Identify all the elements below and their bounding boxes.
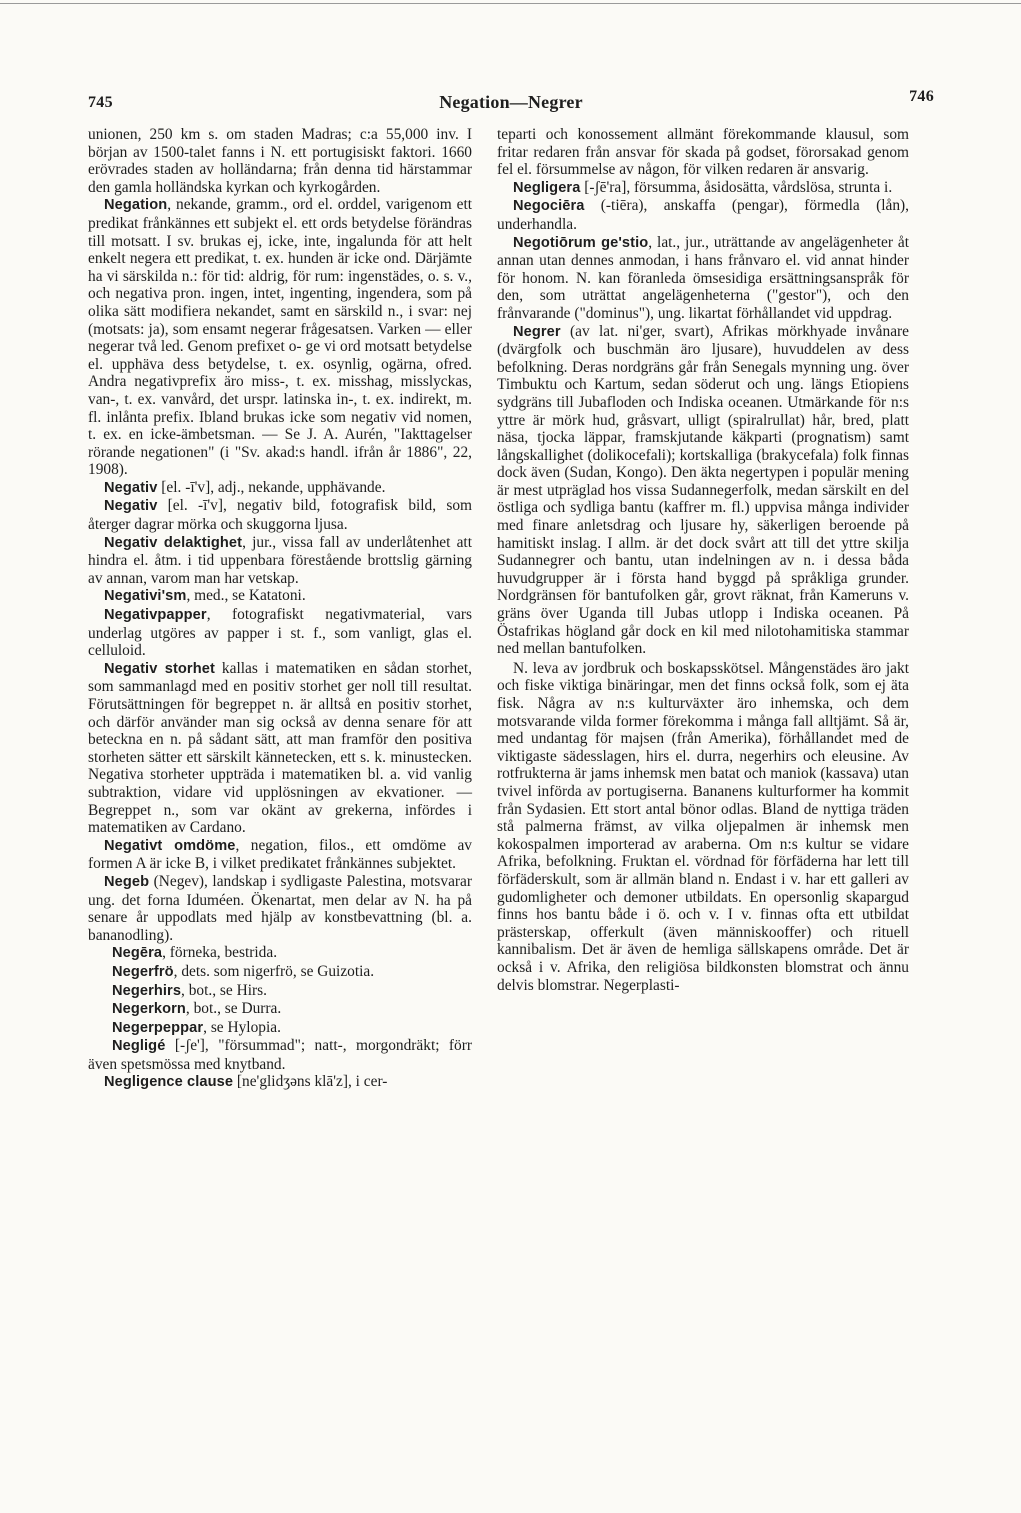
entry-headword: Negativpapper — [104, 607, 207, 624]
entry-text: , jur., vissa fall av underlåtenhet att hindra el. åtm. i tid uppenbara förestående brottslig gärning av annan, varom man har vetskap. — [88, 533, 472, 587]
entry — [88, 587, 472, 606]
entry-headword: Negēra — [112, 945, 163, 962]
entry — [88, 1037, 472, 1073]
entry-headword: Negotiōrum ge'stio — [513, 234, 649, 251]
entry-headword: Negativ delaktighet — [104, 534, 243, 551]
entry-text: , negation, filos., ett omdöme av formen A är icke B, i vilket predikatet frånkännes subjektet. — [88, 836, 472, 873]
running-title: Negation—Negrer — [439, 92, 583, 112]
entry-text: kallas i matematiken en sådan storhet, som sammanlagd med en positiv storhet ger noll till resultat. Förutsättningen för begreppet n. är alltså en positiv storhet, och därför använder man sig också av denna senare för att beteckna en n. på sådant sätt, att man framför den positiva storheten sätter ett särskilt kännetecken, ett s. k. minustecken. Negativa storheter uppträda i matematiken bl. a. vid vanlig subtraktion, vidare vid upplösningen av ekvationer. — Begreppet n., som var okänt av grekerna, infördes i matematiken av Cardano. — [88, 659, 472, 837]
entry — [88, 1019, 472, 1038]
entry-text: [el. -ī'v], negativ bild, fotografisk bild, som återger dagrar mörka och skuggorna ljusa. — [88, 497, 472, 534]
entry-text: , lat., jur., uträttande av angelägenheter åt annan utan dennes anmodan, i hans frånvaro el. vid annat hinder för honom. N. kan föranleda ömsesidiga ersättningsanspråk för den, som uträttat angelägenheterna ("gestor"), och den frånvarande ("dominus"), ung. likartat förhållandet vid uppdrag. — [497, 233, 909, 322]
entry — [88, 963, 472, 982]
entry — [497, 179, 909, 198]
entry — [88, 873, 472, 944]
entry-headword: Negligera — [513, 179, 581, 196]
entry-continuation — [497, 126, 909, 179]
entry-headword: Negerhirs — [112, 982, 182, 999]
entry — [88, 534, 472, 588]
page-number-right: 746 — [909, 88, 934, 105]
entry-text: teparti och konossement allmänt förekommande klausul, som fritar redaren från ansvar för skada på godset, förorsakad genom fel el. försummelse av någon, för vilken redaren är ansvarig. — [497, 126, 909, 179]
entry-text: , se Hylopia. — [203, 1018, 281, 1036]
entry-headword: Negrer — [513, 323, 561, 340]
entry — [497, 234, 909, 323]
entry-headword: Negativ storhet — [104, 660, 215, 677]
entry-headword: Negerkorn — [112, 1001, 186, 1018]
entry — [497, 323, 909, 658]
entry — [88, 606, 472, 660]
entry — [88, 1073, 472, 1092]
entry — [88, 982, 472, 1001]
entry-headword: Negativ — [104, 479, 158, 496]
entry-text: , bot., se Hirs. — [181, 981, 267, 999]
entry — [88, 196, 472, 479]
entry-text: (-tiēra), anskaffa (pengar), förmedla (lån), underhandla. — [497, 197, 909, 233]
entry-text: N. leva av jordbruk och boskapsskötsel. Mångenstädes äro jakt och fiske viktiga binäringar, men det finns också folk, som ej äta fisk. Några av n:s kulturväxter äro inhemska, och dem motsvarande vilda former förekomma i många fall alltjämt. Så är, med undantag för majsen (från Amerika), förhållandet med de viktigaste sädesslagen, hirs el. durra, negerhirs och eleusine. Av rotfrukterna är jams inhemsk men batat och maniok (kassava) utan tvivel införda av portugiserna. Bananens kulturformer ha kommit från Sydasien. Ett stort antal bönor odlas. Bland de nyttiga träden stå palmerna främst, av vilka oljepalmen är inhemsk men kokospalmen importerad av araberna. Om n:s kultur se vidare Afrika, befolkning. Fruktan el. vördnad för förfäderna har lett till förfäderskult, som är allmän bland n. Endast i v. har ett galleri av gudomligheter och demoner utbildats. En opersonlig skapargud finns hos bantu både i ö. och v. I v. finnas ofta ett utbildat prästerskap, offerkult (även människooffer) och rituell kannibalism. Det är även de hemliga sällskapens område. Det är också i v. Afrika, den religiösa bildkonsten blomstrat och ännu delvis blomstrar. Negerplasti- — [497, 659, 909, 994]
entry-headword: Negerpeppar — [112, 1019, 204, 1036]
entry — [88, 944, 472, 963]
entry-headword: Negligence clause — [104, 1074, 234, 1091]
scan-edge-line — [0, 3, 1021, 4]
entry-headword: Negerfrö — [112, 963, 174, 980]
entry-headword: Negativ — [104, 498, 158, 515]
right-column — [497, 126, 909, 994]
entry — [88, 479, 472, 498]
entry-headword: Negligé — [112, 1038, 166, 1055]
entry — [88, 1000, 472, 1019]
entry-text: , nekande, gramm., ord el. orddel, varigenom ett predikat frånkännes ett subjekt el. ett ords betydelse förändras till motsatt. I sv. brukas ej, icke, inte, ingalunda för att helt enkelt negera ett predikat, t. ex. hunden är icke ond. Därjämte ha vi särskilda n.: för tid: aldrig, för rum: ingenstädes, o. s. v., och negativa pron. ingen, intet, ingenting, ingendera, som på olika sätt modifiera nekandet, samt en särskild n., i svar: nej (motsats: ja), som ensamt negerar frågesatsen. Varken — eller negerar två led. Genom prefixet o- ge vi ord motsatt betydelse el. upphäva dess betydelse, t. ex. osynlig, ogärna, ofred. Andra negativprefix äro miss-, t. ex. misshag, misslyckas, van-, t. ex. vanvård, det urspr. latinska in-, t. ex. indirekt, m. fl. inlånta prefix. Ibland brukas icke som negativ vid nomen, t. ex. en icke-ämbetsman. — Se J. A. Aurén, "Iakttagelser rörande negationen" (i "Sv. akad:s handl. ifrån år 1886", 22, 1908). — [88, 196, 472, 479]
entry — [88, 837, 472, 873]
entry — [88, 497, 472, 533]
entry — [497, 197, 909, 233]
entry-text: , bot., se Durra. — [185, 1000, 282, 1018]
entry-headword: Negativt omdöme — [104, 837, 236, 854]
entry-text: [-ʃē'ra], försumma, åsidosätta, vårdslösa, strunta i. — [580, 178, 893, 196]
entry-text: [el. -ī'v], adj., nekande, upphävande. — [157, 478, 386, 496]
entry-headword: Negeb — [104, 873, 150, 890]
entry-text: unionen, 250 km s. om staden Madras; c:a 55,000 inv. I början av 1500-talet fanns i N. ett portugisiskt faktori. 1660 erövrades staden av holländarna; från denna tid härstammar den gamla holländska kyrkan och kyrkogården. — [88, 126, 472, 196]
entry-text: [-ʃe'], "försummad"; natt-, morgondräkt; förr även spetsmössa med knytband. — [88, 1037, 472, 1073]
entry-text: , dets. som nigerfrö, se Guizotia. — [173, 962, 375, 980]
page-number-left: 745 — [88, 94, 113, 111]
entry-continuation — [88, 126, 472, 196]
entry — [88, 660, 472, 837]
left-column — [88, 126, 472, 1092]
entry-text: , förneka, bestrida. — [162, 944, 278, 962]
entry-text: (av lat. ni'ger, svart), Afrikas mörkhyade invånare (dvärgfolk och buschmän äro ljusare), huvuddelen av dess befolkning. Deras nordgräns går från Senegals mynning ung. över Timbuktu och Kartum, sedan söderut och ung. längs Etiopiens sydgräns till Jubafloden och Indiska oceanen. Utmärkande för n:s yttre är mörk hud, gråsvart, ulligt (spiralrullat) hår, bred, platt näsa, tjocka läppar, framskjutande käkparti (prognatism) samt långskallighet (dolikocefali); kortskalliga (brakycefala) folk finnas dock även (Sudan, Kongo). Den äkta negertypen i populär mening är mest utpräglad hos vissa Sudannegerfolk, medan särskilt en del östliga och sydliga bantu (kaffrer m. fl.) uppvisa många individer med finare anletsdrag och ljusare hy, säkerligen beroende på hamitiskt inslag. I allm. är det dock svårt att till det yttre skilja Sudannegrer och bantu, utan indelningen av n. i dessa båda huvudgrupper är i första hand byggd på språkliga grunder. Nordgränsen för bantufolken går, grovt räknat, från Kameruns v. gräns över Uganda till Jubas utlopp i Indiska oceanen. På Östafrikas högland går dock en kil med nilotohamitiska stammar ned mellan bantufolken. — [497, 322, 909, 658]
paragraph — [497, 660, 909, 994]
entry-text: , med., se Katatoni. — [186, 587, 306, 605]
entry-headword: Negociēra — [513, 198, 585, 215]
entry-text: [ne'glidʒəns klā'z], i cer- — [233, 1073, 388, 1091]
entry-text: , fotografiskt negativmaterial, vars underlag utgöres av papper i st. f., som vanligt, glas el. celluloid. — [88, 606, 472, 660]
page-header — [88, 88, 934, 116]
entry-headword: Negation — [104, 197, 168, 214]
entry-headword: Negativi'sm — [104, 588, 187, 605]
entry-text: (Negev), landskap i sydligaste Palestina, motsvarar ung. det forna Iduméen. Ökenartat, men delar av N. ha på senare år uppodlats med hjälp av konstbevattning (bl. a. bananodling). — [88, 872, 472, 944]
